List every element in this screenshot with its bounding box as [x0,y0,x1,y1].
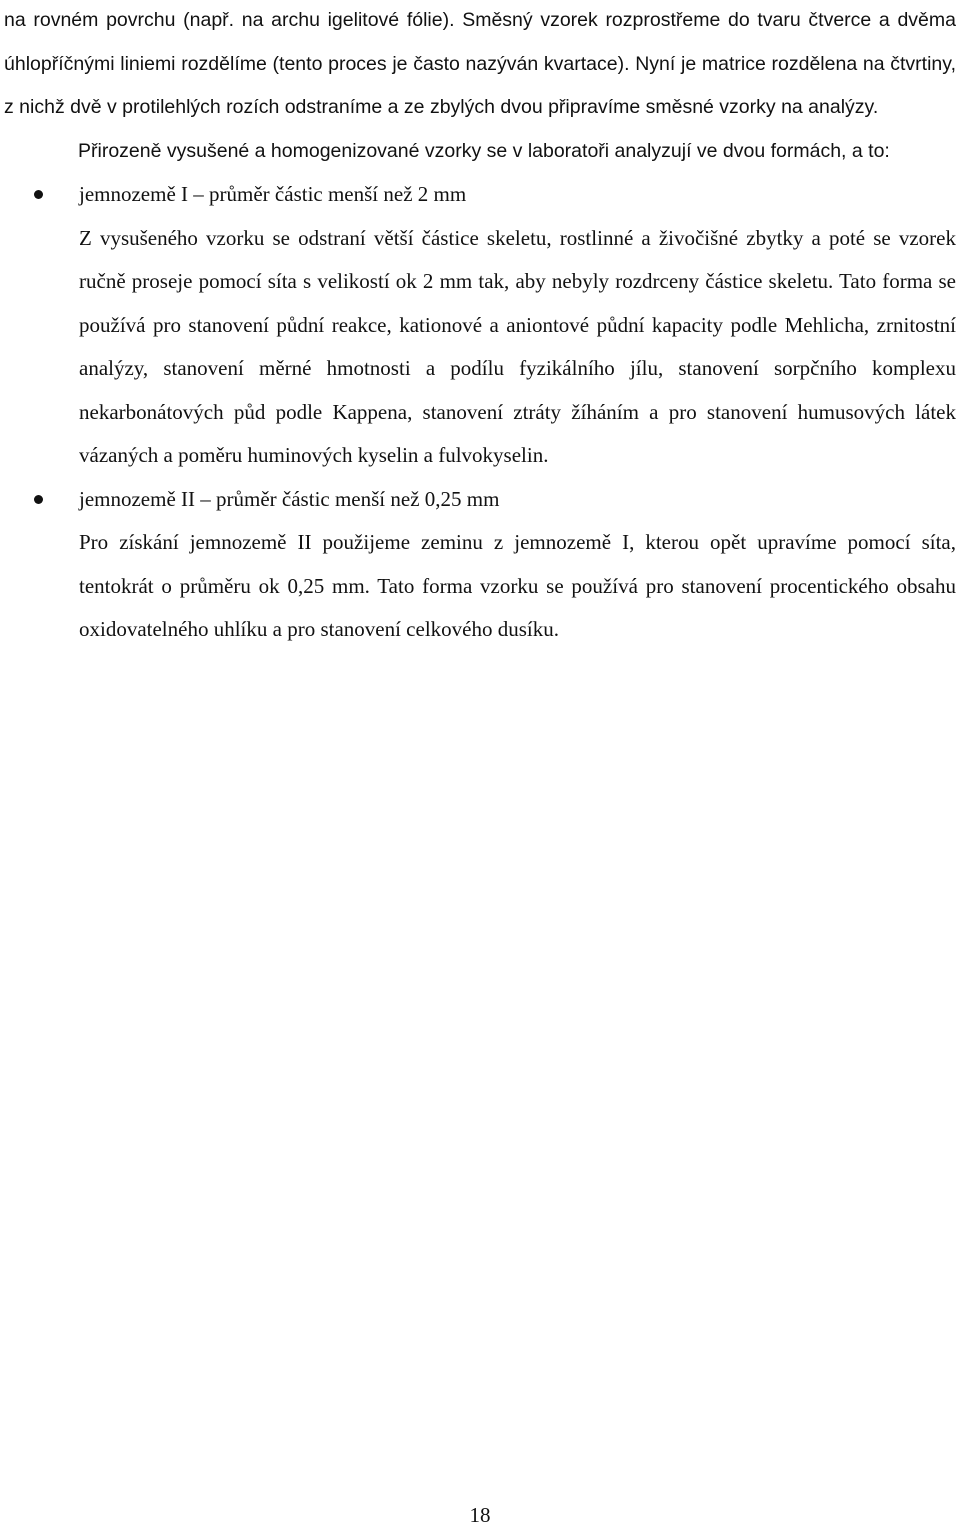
intro-paragraph: na rovném povrchu (např. na archu igelitové fólie). Směsný vzorek rozprostřeme do tvaru čtverce a dvěma úhlopříčnými liniemi rozdělíme (tento proces je často nazýván kvartace). Nyní je matrice rozdělena na čtvrtiny, z nichž dvě v protilehlých rozích odstraníme a ze zbylých dvou připravíme směsné vzorky na analýzy. [4,9,956,118]
document-text [4,0,956,652]
bullet-body: Z vysušeného vzorku se odstraní větší částice skeletu, rostlinné a živočišné zbytky a poté se vzorek ručně proseje pomocí síta s velikostí ok 2 mm tak, aby nebyly rozdrceny částice skeletu. Tato forma se používá pro stanovení půdní reakce, kationové a aniontové půdní kapacity podle Mehlicha, zrnitostní analýzy, stanovení měrné hmotnosti a podílu fyzikálního jílu, stanovení sorpčního komplexu nekarbonátových půd podle Kappena, stanovení ztráty žíháním a pro stanovení humusových látek vázaných a poměru huminových kyselin a fulvokyselin. [79,225,956,467]
page-number: 18 [469,1503,491,1527]
bullet-icon [34,190,43,199]
list-item [4,173,956,478]
list-item [4,478,956,652]
bullet-heading: jemnozemě II – průměr částic menší než 0,25 mm [79,486,500,511]
bullet-icon [34,495,43,504]
bullet-heading: jemnozemě I – průměr částic menší než 2 mm [79,182,467,206]
second-paragraph: Přirozeně vysušené a homogenizované vzorky se v laboratoři analyzují ve dvou formách, a to: [78,139,890,162]
fraction-list [4,173,956,652]
bullet-body: Pro získání jemnozemě II použijeme zeminu z jemnozemě I, kterou opět upravíme pomocí síta, tentokrát o průměru ok 0,25 mm. Tato forma vzorku se používá pro stanovení procentického obsahu oxidovatelného uhlíku a pro stanovení celkového dusíku. [79,530,956,641]
